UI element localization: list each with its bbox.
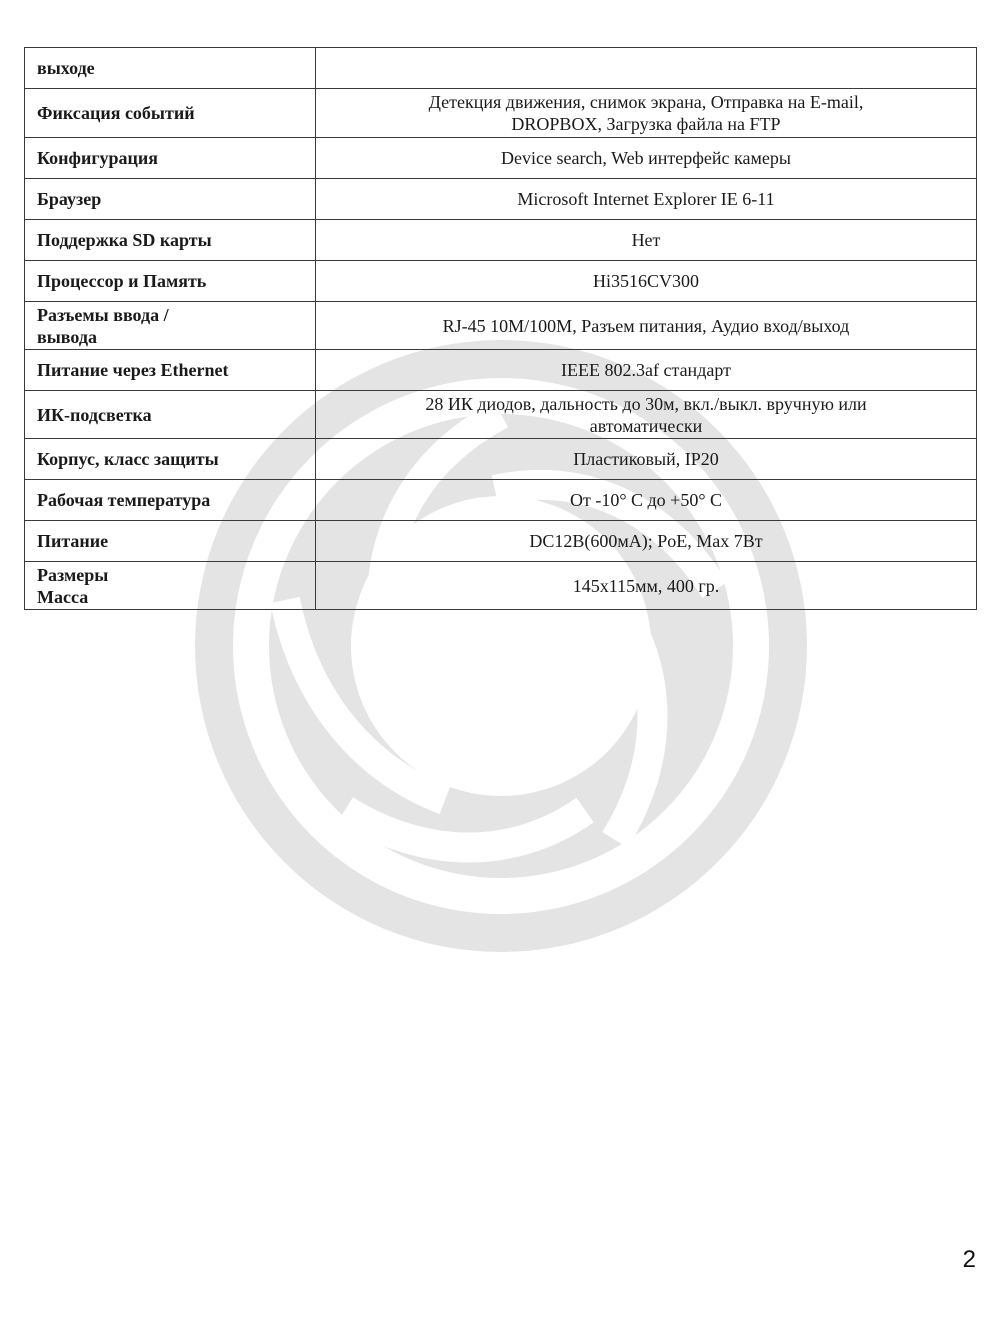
row-label: Питание через Ethernet <box>25 350 316 391</box>
table-row <box>25 89 977 138</box>
row-value: 28 ИК диодов, дальность до 30м, вкл./выкл. вручную или автоматически <box>316 391 977 439</box>
row-value: 145x115мм, 400 гр. <box>316 562 977 610</box>
row-value: Детекция движения, снимок экрана, Отправка на E-mail, DROPBOX, Загрузка файла на FTP <box>316 89 977 138</box>
row-label: Конфигурация <box>25 138 316 179</box>
row-value: Пластиковый, IP20 <box>316 439 977 480</box>
row-label: Браузер <box>25 179 316 220</box>
row-value: Hi3516CV300 <box>316 261 977 302</box>
row-label: Поддержка SD карты <box>25 220 316 261</box>
page-number: 2 <box>962 1246 976 1273</box>
row-value: DC12В(600мА); PoE, Max 7Вт <box>316 521 977 562</box>
row-value: От -10° С до +50° С <box>316 480 977 521</box>
row-value: RJ-45 10M/100M, Разъем питания, Аудио вход/выход <box>316 302 977 350</box>
row-label: Рабочая температура <box>25 480 316 521</box>
table-row <box>25 179 977 220</box>
row-label: Размеры Масса <box>25 562 316 610</box>
row-value: Microsoft Internet Explorer IE 6-11 <box>316 179 977 220</box>
table-row <box>25 138 977 179</box>
table-row <box>25 302 977 350</box>
table-row <box>25 480 977 521</box>
row-value: IEEE 802.3af стандарт <box>316 350 977 391</box>
row-label: ИК-подсветка <box>25 391 316 439</box>
row-label: Разъемы ввода / вывода <box>25 302 316 350</box>
table-row <box>25 391 977 439</box>
table-row <box>25 261 977 302</box>
row-label: Процессор и Память <box>25 261 316 302</box>
row-value: Device search, Web интерфейс камеры <box>316 138 977 179</box>
table-row <box>25 48 977 89</box>
row-label: Фиксация событий <box>25 89 316 138</box>
row-value <box>316 48 977 89</box>
table-row <box>25 220 977 261</box>
table-row <box>25 521 977 562</box>
table-row <box>25 562 977 610</box>
row-label: Питание <box>25 521 316 562</box>
row-label: выходе <box>25 48 316 89</box>
table-row <box>25 439 977 480</box>
table-row <box>25 350 977 391</box>
specifications-table <box>24 47 977 610</box>
row-label: Корпус, класс защиты <box>25 439 316 480</box>
row-value: Нет <box>316 220 977 261</box>
